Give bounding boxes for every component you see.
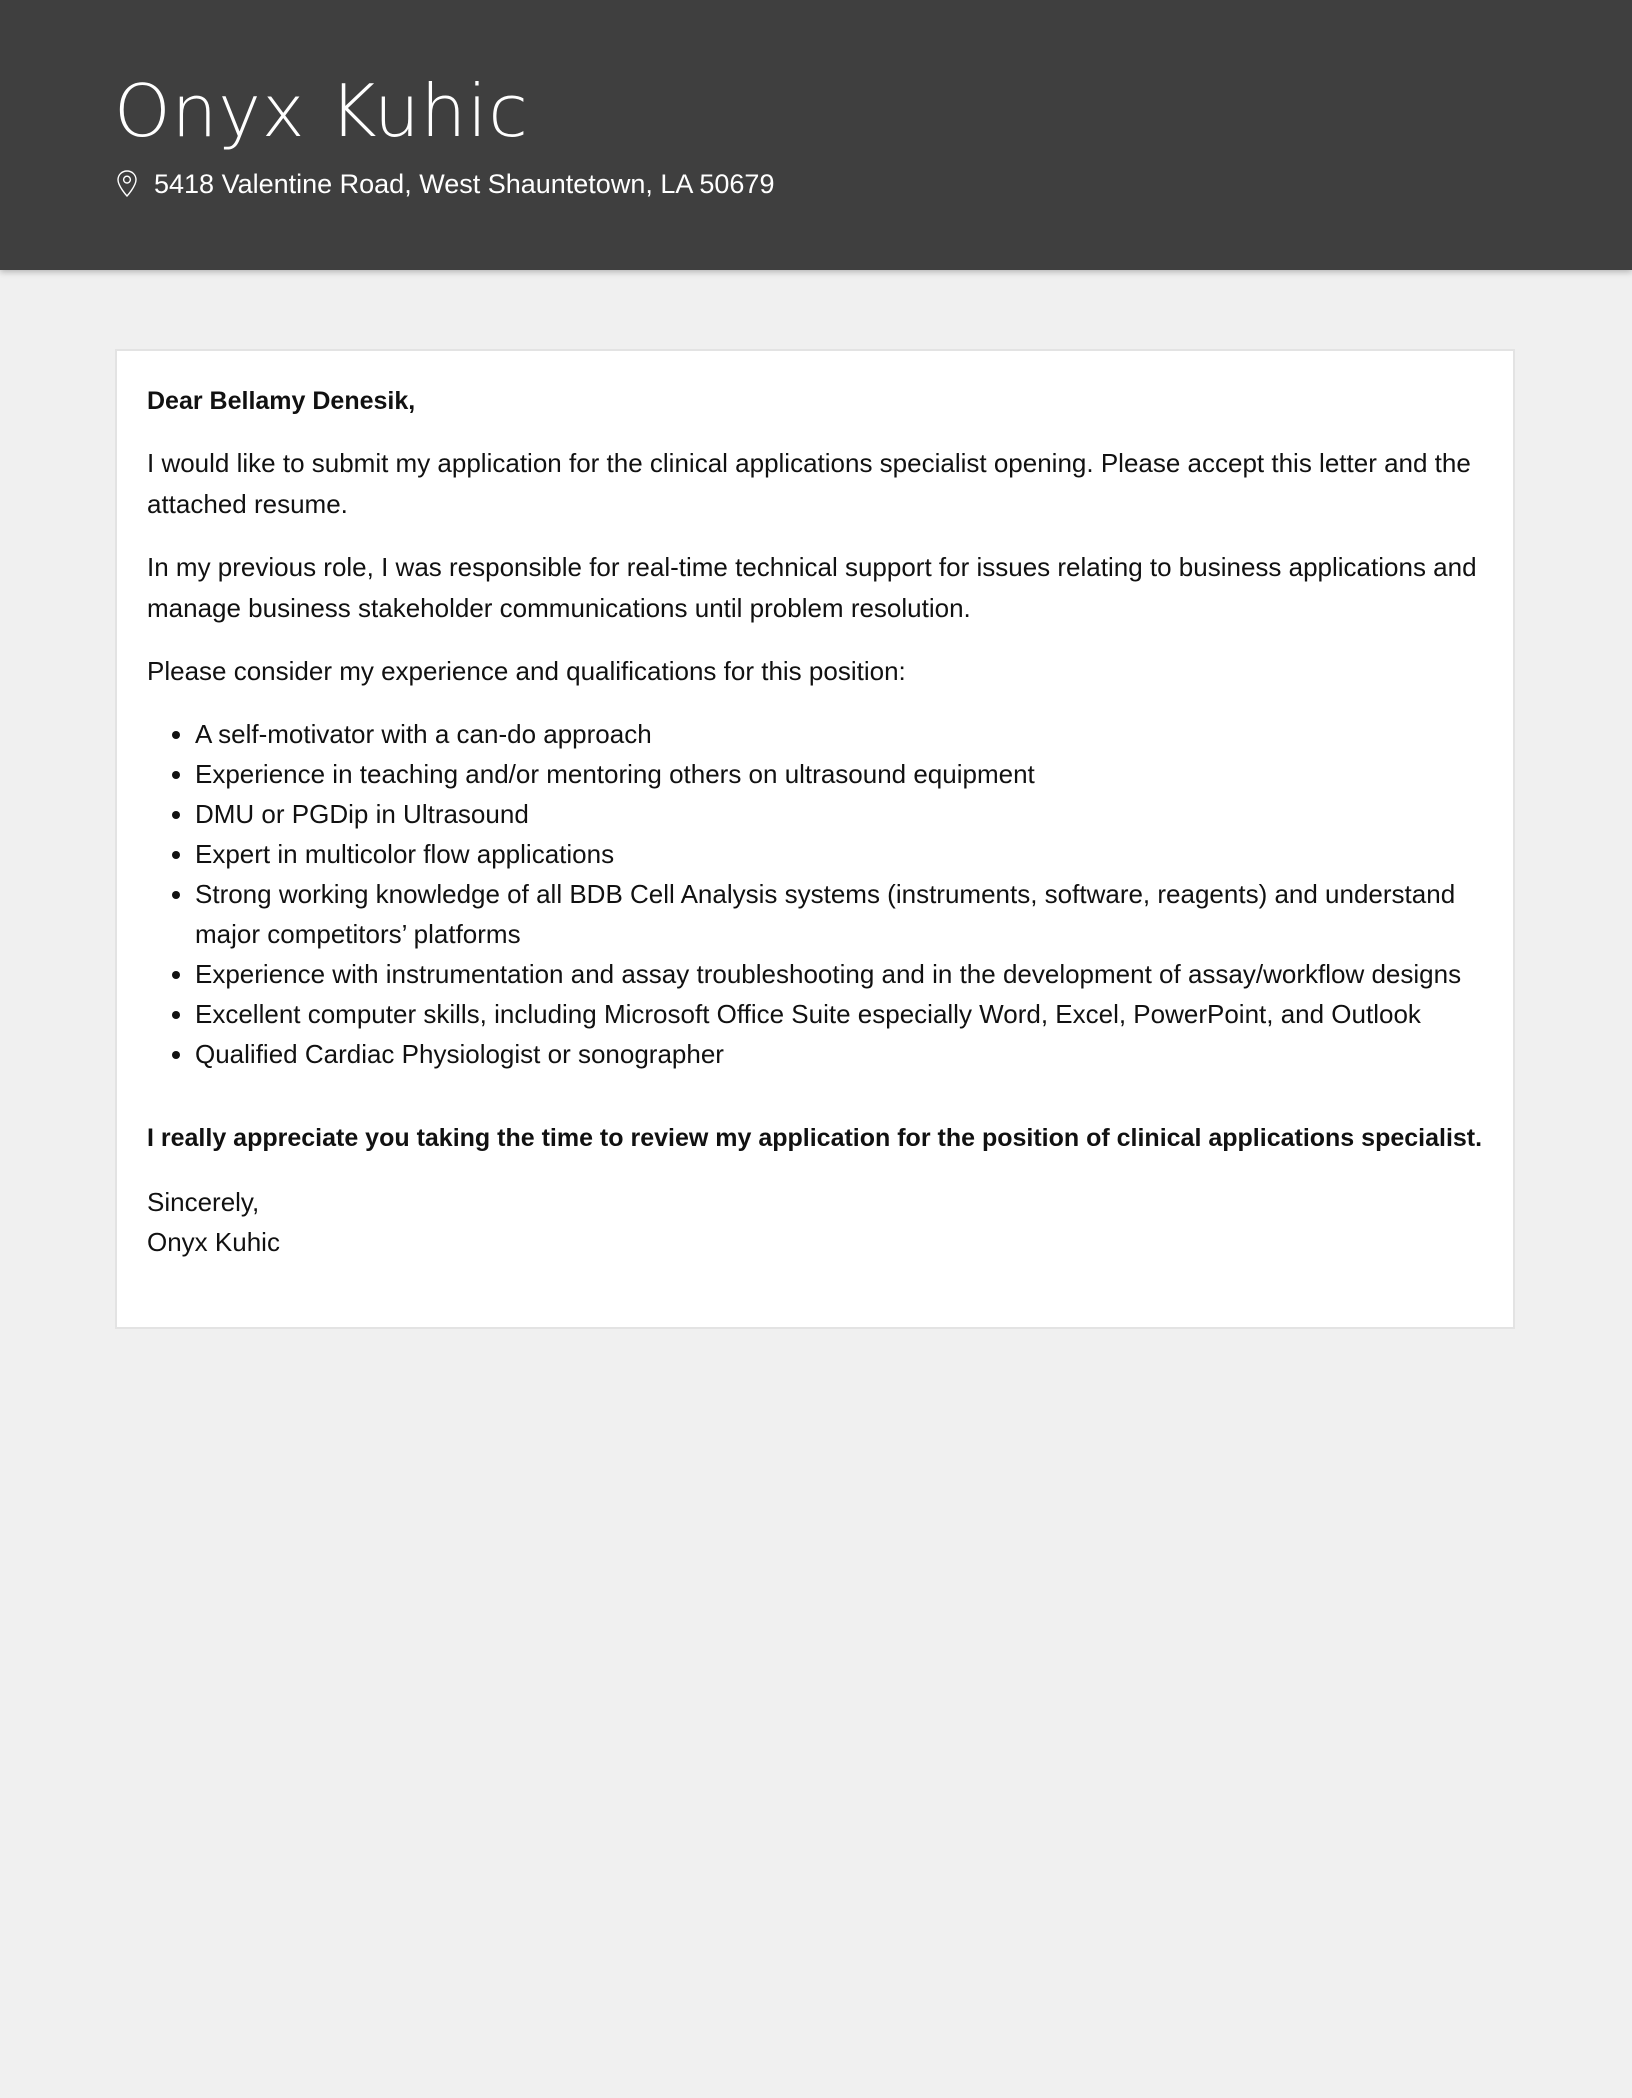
- list-item: • DMU or PGDip in Ultrasound: [195, 794, 1483, 834]
- signoff: [147, 1182, 1483, 1262]
- list-item: • Experience in teaching and/or mentoring others on ultrasound equipment: [195, 754, 1483, 794]
- applicant-address: 5418 Valentine Road, West Shauntetown, LA 50679: [154, 169, 775, 199]
- valediction: Sincerely,: [147, 1187, 260, 1217]
- list-item: • Experience with instrumentation and assay troubleshooting and in the development of assay/workflow designs: [195, 954, 1483, 994]
- applicant-name: Onyx Kuhic: [114, 69, 529, 153]
- cover-letter-card: [115, 349, 1515, 1329]
- experience-paragraph: In my previous role, I was responsible for real-time technical support for issues relating to business applications and manage business stakeholder communications until problem resolution.: [147, 552, 1477, 623]
- intro-paragraph: I would like to submit my application for the clinical applications specialist opening. Please accept this letter and the attached resume.: [147, 448, 1471, 519]
- list-item: • Excellent computer skills, including Microsoft Office Suite especially Word, Excel, PowerPoint, and Outlook: [195, 994, 1483, 1034]
- closing-statement: I really appreciate you taking the time to review my application for the position of clinical applications specialist.: [147, 1124, 1483, 1152]
- address-row: [116, 166, 774, 202]
- list-item: • A self-motivator with a can-do approach: [195, 714, 1483, 754]
- list-item: • Strong working knowledge of all BDB Cell Analysis systems (instruments, software, reagents) and understand major competitors’ platforms: [195, 874, 1483, 954]
- salutation: Dear Bellamy Denesik,: [147, 387, 416, 415]
- qualifications-intro: Please consider my experience and qualifications for this position:: [147, 656, 906, 686]
- map-pin-icon: [116, 169, 138, 199]
- list-item: • Expert in multicolor flow applications: [195, 834, 1483, 874]
- signature: Onyx Kuhic: [147, 1227, 280, 1257]
- page-header: [0, 0, 1632, 270]
- qualifications-list: [147, 714, 1483, 1074]
- list-item: • Qualified Cardiac Physiologist or sonographer: [195, 1034, 1483, 1074]
